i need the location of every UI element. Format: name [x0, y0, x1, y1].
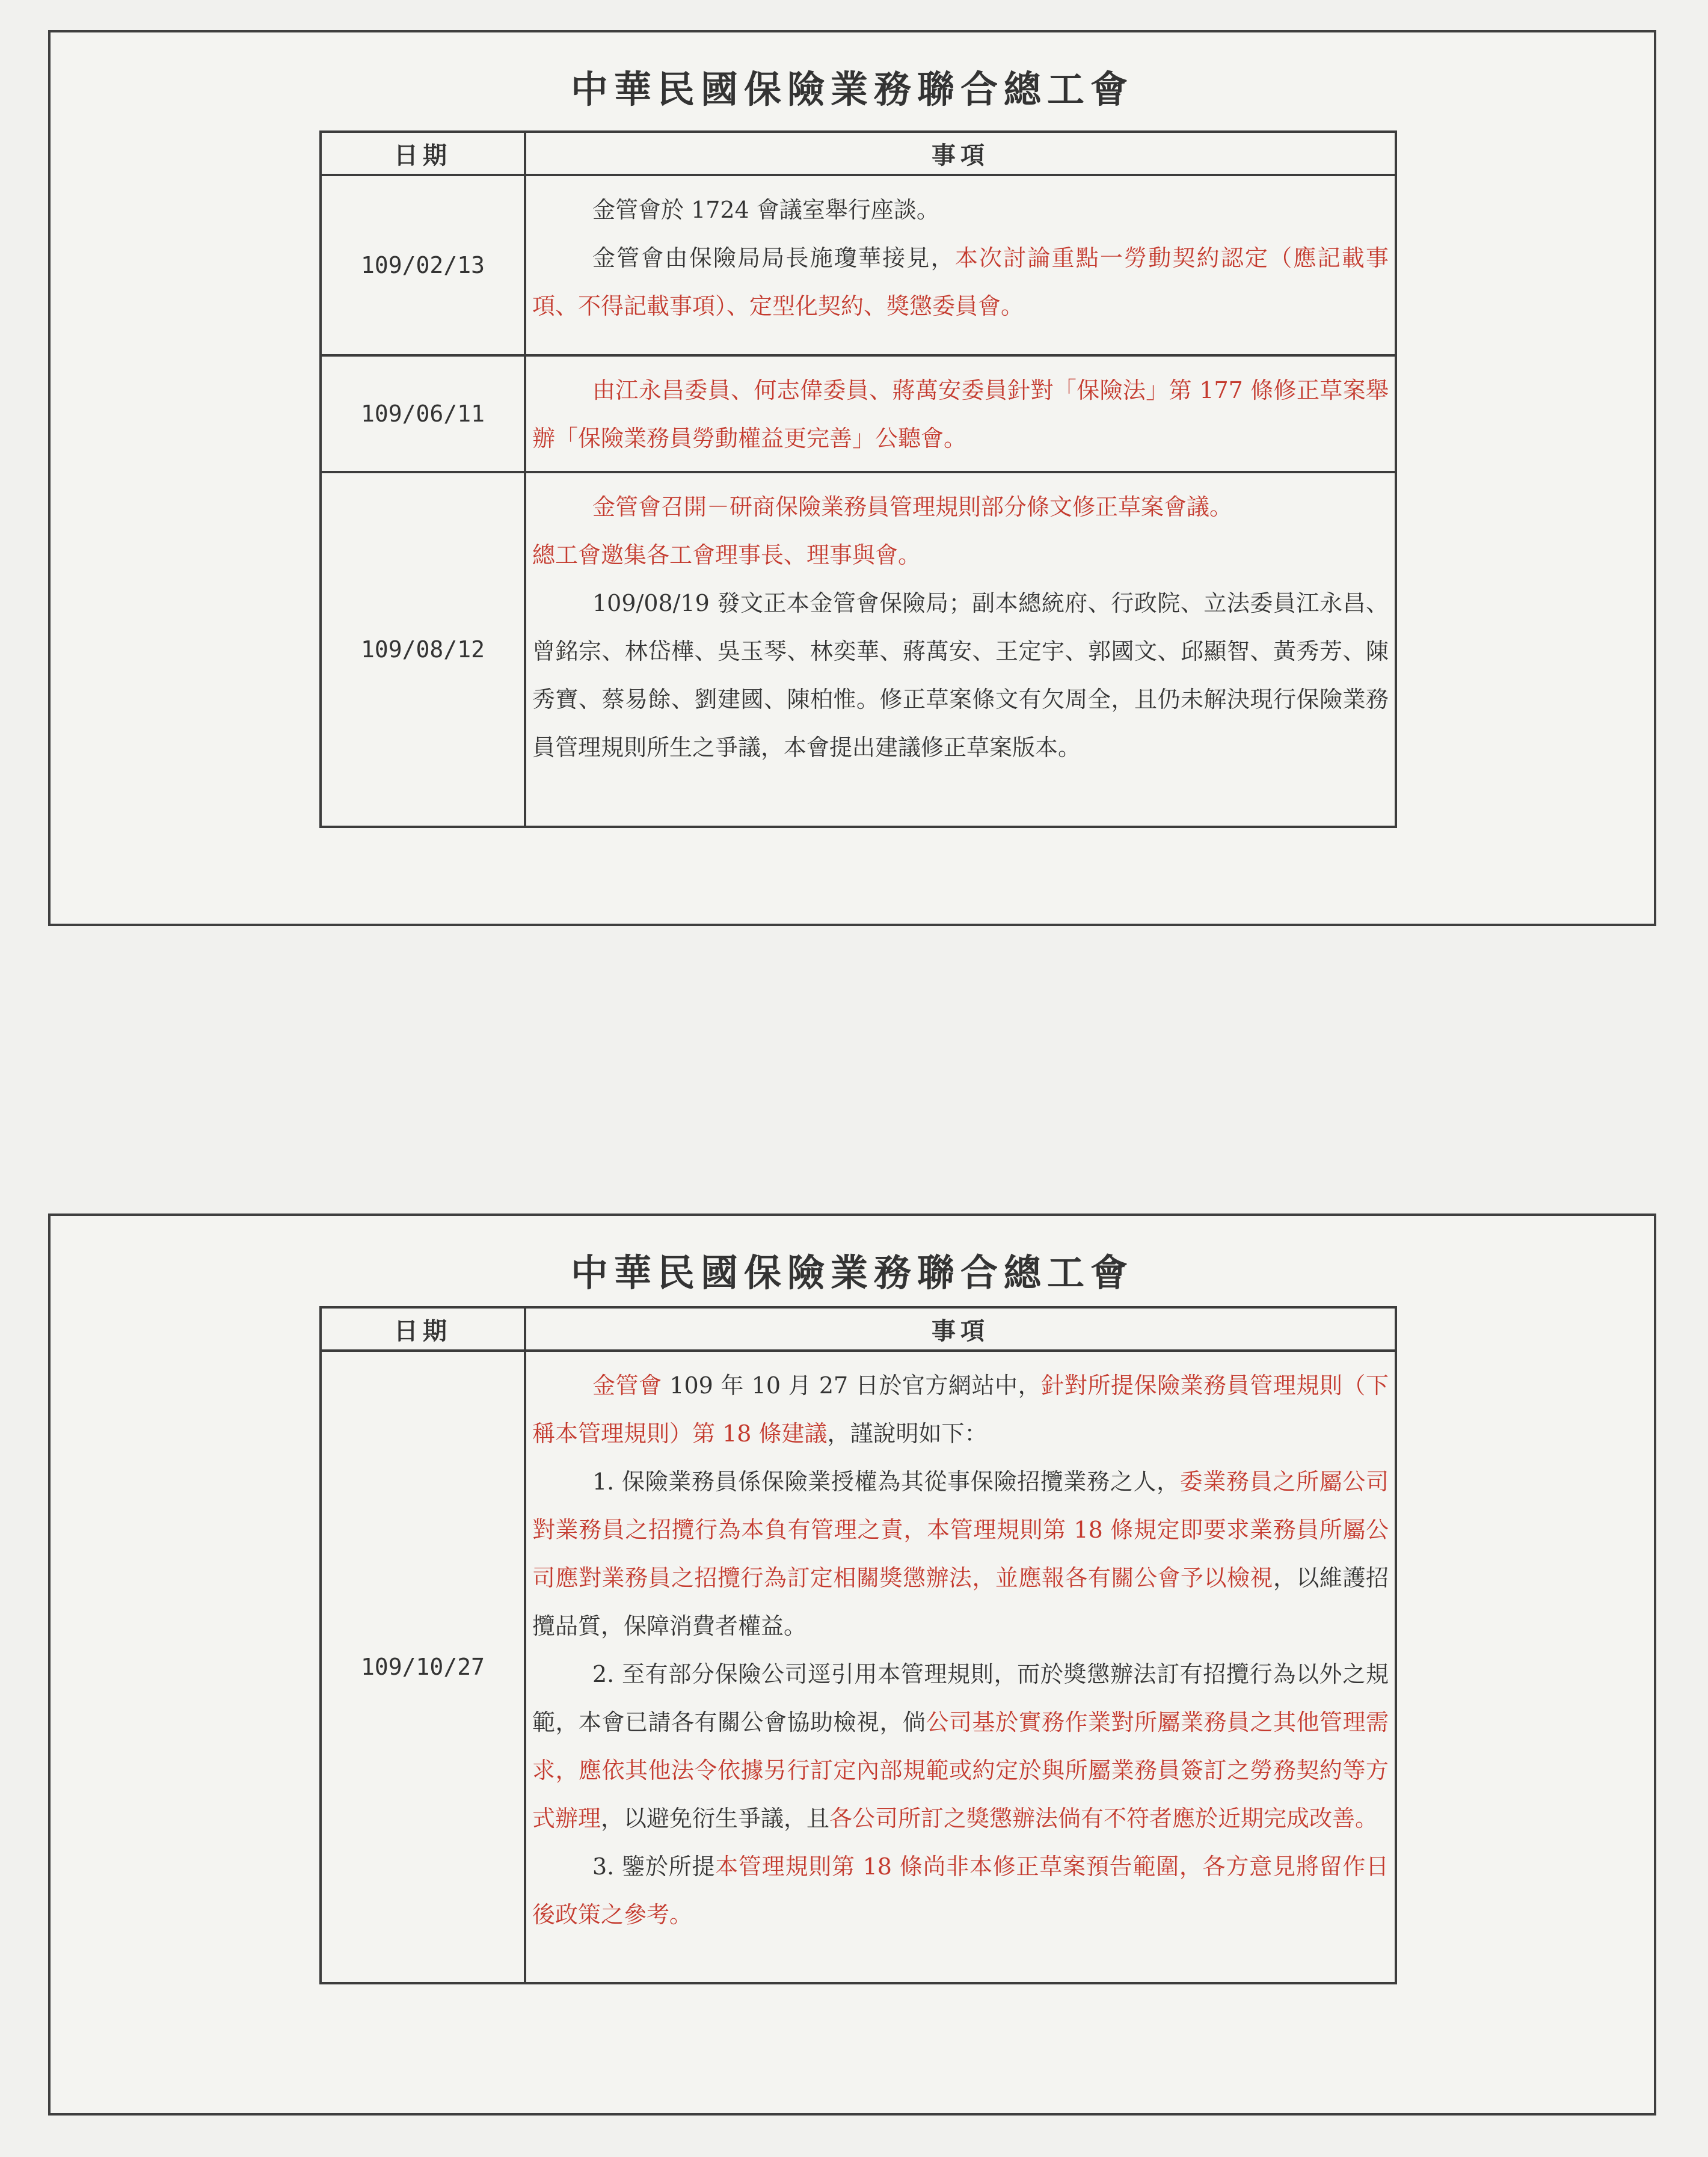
item-text: ，以避免衍生爭議，且: [601, 1805, 830, 1832]
item-cell: [525, 175, 1396, 355]
document-title: 中華民國保險業務聯合總工會: [570, 67, 1134, 111]
date-column-header: 日期: [321, 1307, 525, 1351]
highlighted-text: 委業務員之所屬公司對業務員之招攬行為本負有管理之責，本管理規則第 18 條規定即要求業務員所屬公司應對業務員之招攬行為訂定相關獎懲辦法，並應報各有關公會予以檢視: [532, 1468, 1389, 1591]
highlighted-text: 公司基於實務作業對所屬業務員之其他管理需求，應依其他法令依據另行訂定內部規範或約定於與所屬業務員簽訂之勞務契約等方式辦理: [532, 1709, 1389, 1832]
item-text: ，以維護招攬品質，保障消費者權益。: [532, 1565, 1389, 1639]
item-paragraph: [532, 1458, 1389, 1650]
item-text: 109 年 10 月 27 日於官方網站中，: [662, 1372, 1042, 1399]
highlighted-text: 由江永昌委員、何志偉委員、蔣萬安委員針對「保險法」第 177 條修正草案舉辦「保險業務員勞動權益更完善」公聽會。: [532, 377, 1389, 452]
item-text: 2. 至有部分保險公司逕引用本管理規則，而於獎懲辦法訂有招攬行為以外之規範，本會已請各有關公會協助檢視，倘: [532, 1661, 1389, 1735]
item-cell: [525, 1351, 1396, 1983]
table-row: [321, 472, 1396, 827]
item-text: 金管會由保險局局長施瓊華接見，: [592, 245, 955, 271]
record-table: [319, 1306, 1397, 1984]
date-cell: 109/10/27: [321, 1351, 525, 1983]
item-text: 1. 保險業務員係保險業授權為其從事保險招攬業務之人，: [592, 1468, 1180, 1495]
document-title: 中華民國保險業務聯合總工會: [570, 1251, 1134, 1295]
table-header-row: [321, 132, 1396, 175]
item-text: 3. 鑒於所提: [592, 1853, 716, 1880]
date-cell: 109/08/12: [321, 472, 525, 827]
highlighted-text: 總工會邀集各工會理事長、理事與會。: [532, 542, 921, 568]
highlighted-text: 本次討論重點一勞動契約認定（應記載事項、不得記載事項）、定型化契約、獎懲委員會。: [532, 245, 1389, 319]
highlighted-text: 針對所提保險業務員管理規則（下稱本管理規則）第 18 條建議: [532, 1372, 1389, 1447]
item-paragraph: 109/08/19 發文正本金管會保險局；副本總統府、行政院、立法委員江永昌、曾銘宗、林岱樺、吳玉琴、林奕華、蔣萬安、王定宇、郭國文、邱顯智、黃秀芳、陳秀寶、蔡易餘、劉建國、陳柏惟。修正草案條文有欠周全，且仍未解決現行保險業務員管理規則所生之爭議，本會提出建議修正草案版本。: [532, 590, 1389, 761]
document-panel-2: [48, 1214, 1656, 2116]
item-cell: [525, 472, 1396, 827]
item-paragraph: [532, 234, 1389, 330]
item-paragraph: [532, 1843, 1389, 1939]
highlighted-text: 各公司所訂之獎懲辦法倘有不符者應於近期完成改善。: [829, 1805, 1378, 1832]
table-row: [321, 1351, 1396, 1983]
document-panel-1: [48, 30, 1656, 926]
date-column-header: 日期: [321, 132, 525, 175]
item-text: ，謹說明如下：: [827, 1420, 988, 1447]
item-column-header: 事項: [525, 1307, 1396, 1351]
record-table: [319, 130, 1397, 828]
highlighted-text: 本管理規則第 18 條尚非本修正草案預告範圍，各方意見將留作日後政策之參考。: [532, 1853, 1389, 1928]
item-cell: [525, 355, 1396, 472]
item-paragraph: [532, 1650, 1389, 1843]
date-cell: 109/06/11: [321, 355, 525, 472]
date-cell: 109/02/13: [321, 175, 525, 355]
table-header-row: [321, 1307, 1396, 1351]
highlighted-text: 金管會: [592, 1372, 662, 1399]
highlighted-text: 金管會召開－研商保險業務員管理規則部分條文修正草案會議。: [592, 494, 1233, 520]
item-paragraph: 金管會於 1724 會議室舉行座談。: [592, 197, 939, 223]
table-row: [321, 175, 1396, 355]
item-column-header: 事項: [525, 132, 1396, 175]
table-row: [321, 355, 1396, 472]
item-paragraph: [532, 1361, 1389, 1458]
